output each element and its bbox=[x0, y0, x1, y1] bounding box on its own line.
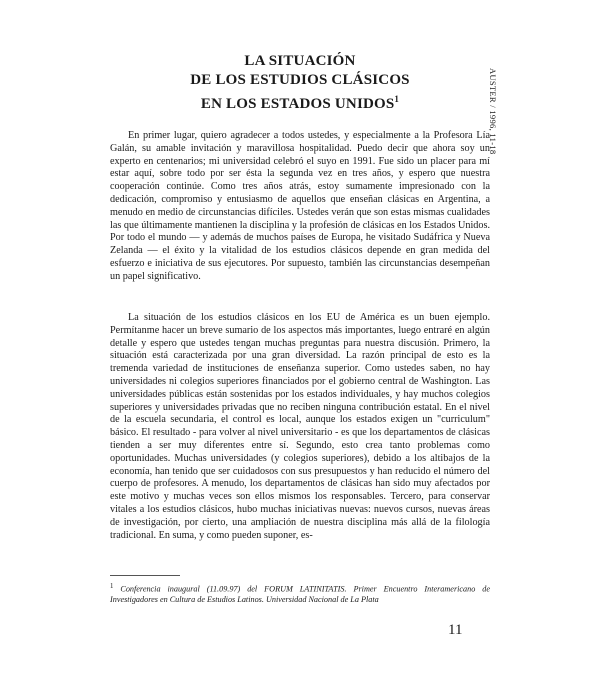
body-paragraph-1: En primer lugar, quiero agradecer a todos ustedes, y especialmente a la Profesora Lía Galán, su amable invitación y maravillosa hospitalidad. Puedo decir que ahora soy un experto en centenarios; mi universidad celebró el suyo en 1991. Fue sido un placer para mí estar aquí, sobre todo por ser ésta la segunda vez en tres años, y espero que nuestra cooperación continúe. Como tres años atrás, estoy sumamente impresionado con la dedicación, compromiso y entusiasmo de aquellos que enseñan clásicas en Argentina, a menudo en medio de circunstancias difíciles. Ustedes verán que son estas mismas cualidades las que últimamente mantienen la disciplina y la profesión de clásicas en los Estados Unidos. Por todo el mundo — y además de muchos países de Europa, he visitado Sudáfrica y Nueva Zelanda — el éxito y la vitalidad de los estudios clásicos depende en gran medida del esfuerzo e iniciativa de sus ejecutores. Por supuesto, también las circunstancias desempeñan un papel significativo. bbox=[110, 130, 490, 282]
page-number: 11 bbox=[448, 622, 463, 638]
title-footnote-marker: 1 bbox=[394, 94, 400, 104]
footnote-number: 1 bbox=[110, 583, 114, 590]
footnote bbox=[110, 582, 490, 605]
title-line-3-text: EN LOS ESTADOS UNIDOS bbox=[200, 96, 395, 112]
title-line-3 bbox=[100, 90, 500, 114]
side-journal-reference: AUSTER / 1996, 11-18 bbox=[488, 68, 498, 155]
body-paragraph-1-block bbox=[110, 130, 490, 284]
body-paragraph-2-block bbox=[110, 312, 490, 542]
footnote-text: Conferencia inaugural (11.09.97) del FORUM LATINITATIS. Primer Encuentro Interamericano de Investigadores en Cultura de Estudios Latinos. Universidad Nacional de La Plata bbox=[110, 584, 490, 604]
article-title bbox=[100, 52, 500, 114]
title-line-1: LA SITUACIÓN bbox=[244, 53, 356, 69]
footnote-divider bbox=[110, 575, 180, 576]
body-paragraph-2: La situación de los estudios clásicos en los EU de América es un buen ejemplo. Permítanme hacer un breve sumario de los aspectos más importantes, luego entraré en algún detalle y espero que ustedes tengan muchas preguntas para nuestra discusión. Primero, la situación está caracterizada por una gran diversidad. La razón principal de esto es la tremenda variedad de instituciones de enseñanza superior. Como ustedes saben, no hay universidades ni colegios superiores financiados por el gobierno central de Washington. Las universidades públicas están sostenidas por los estados individuales, y hay muchos colegios superiores y universidades privadas que no reciben ninguna contribución estatal. En el nivel de la escuela secundaria, el control es local, aunque los estados exigen un "curriculum" básico. El resultado - para volver al nivel universitario - es que los departamentos de clásicas tienden a ser muy diferentes entre sí. Segundo, esto crea tanto problemas como oportunidades. Muchas universidades (y colegios superiores), debido a los altibajos de la economía, han tenido que ser cuidadosos con sus presupuestos y han reducido el número del cuerpo de profesores. A menudo, los departamentos de clásicas han sido muy afectados por este motivo y muchas veces son ellos mismos los responsables. Tercero, para conservar vitales a los estudios clásicos, hubo muchas iniciativas nuevas: nuevos cursos, nuevas áreas de investigación, por cierto, una ampliación de nuestra disciplina más allá de la filología tradicional. En suma, y como pueden suponer, es- bbox=[110, 312, 490, 541]
title-line-2: DE LOS ESTUDIOS CLÁSICOS bbox=[190, 72, 410, 88]
